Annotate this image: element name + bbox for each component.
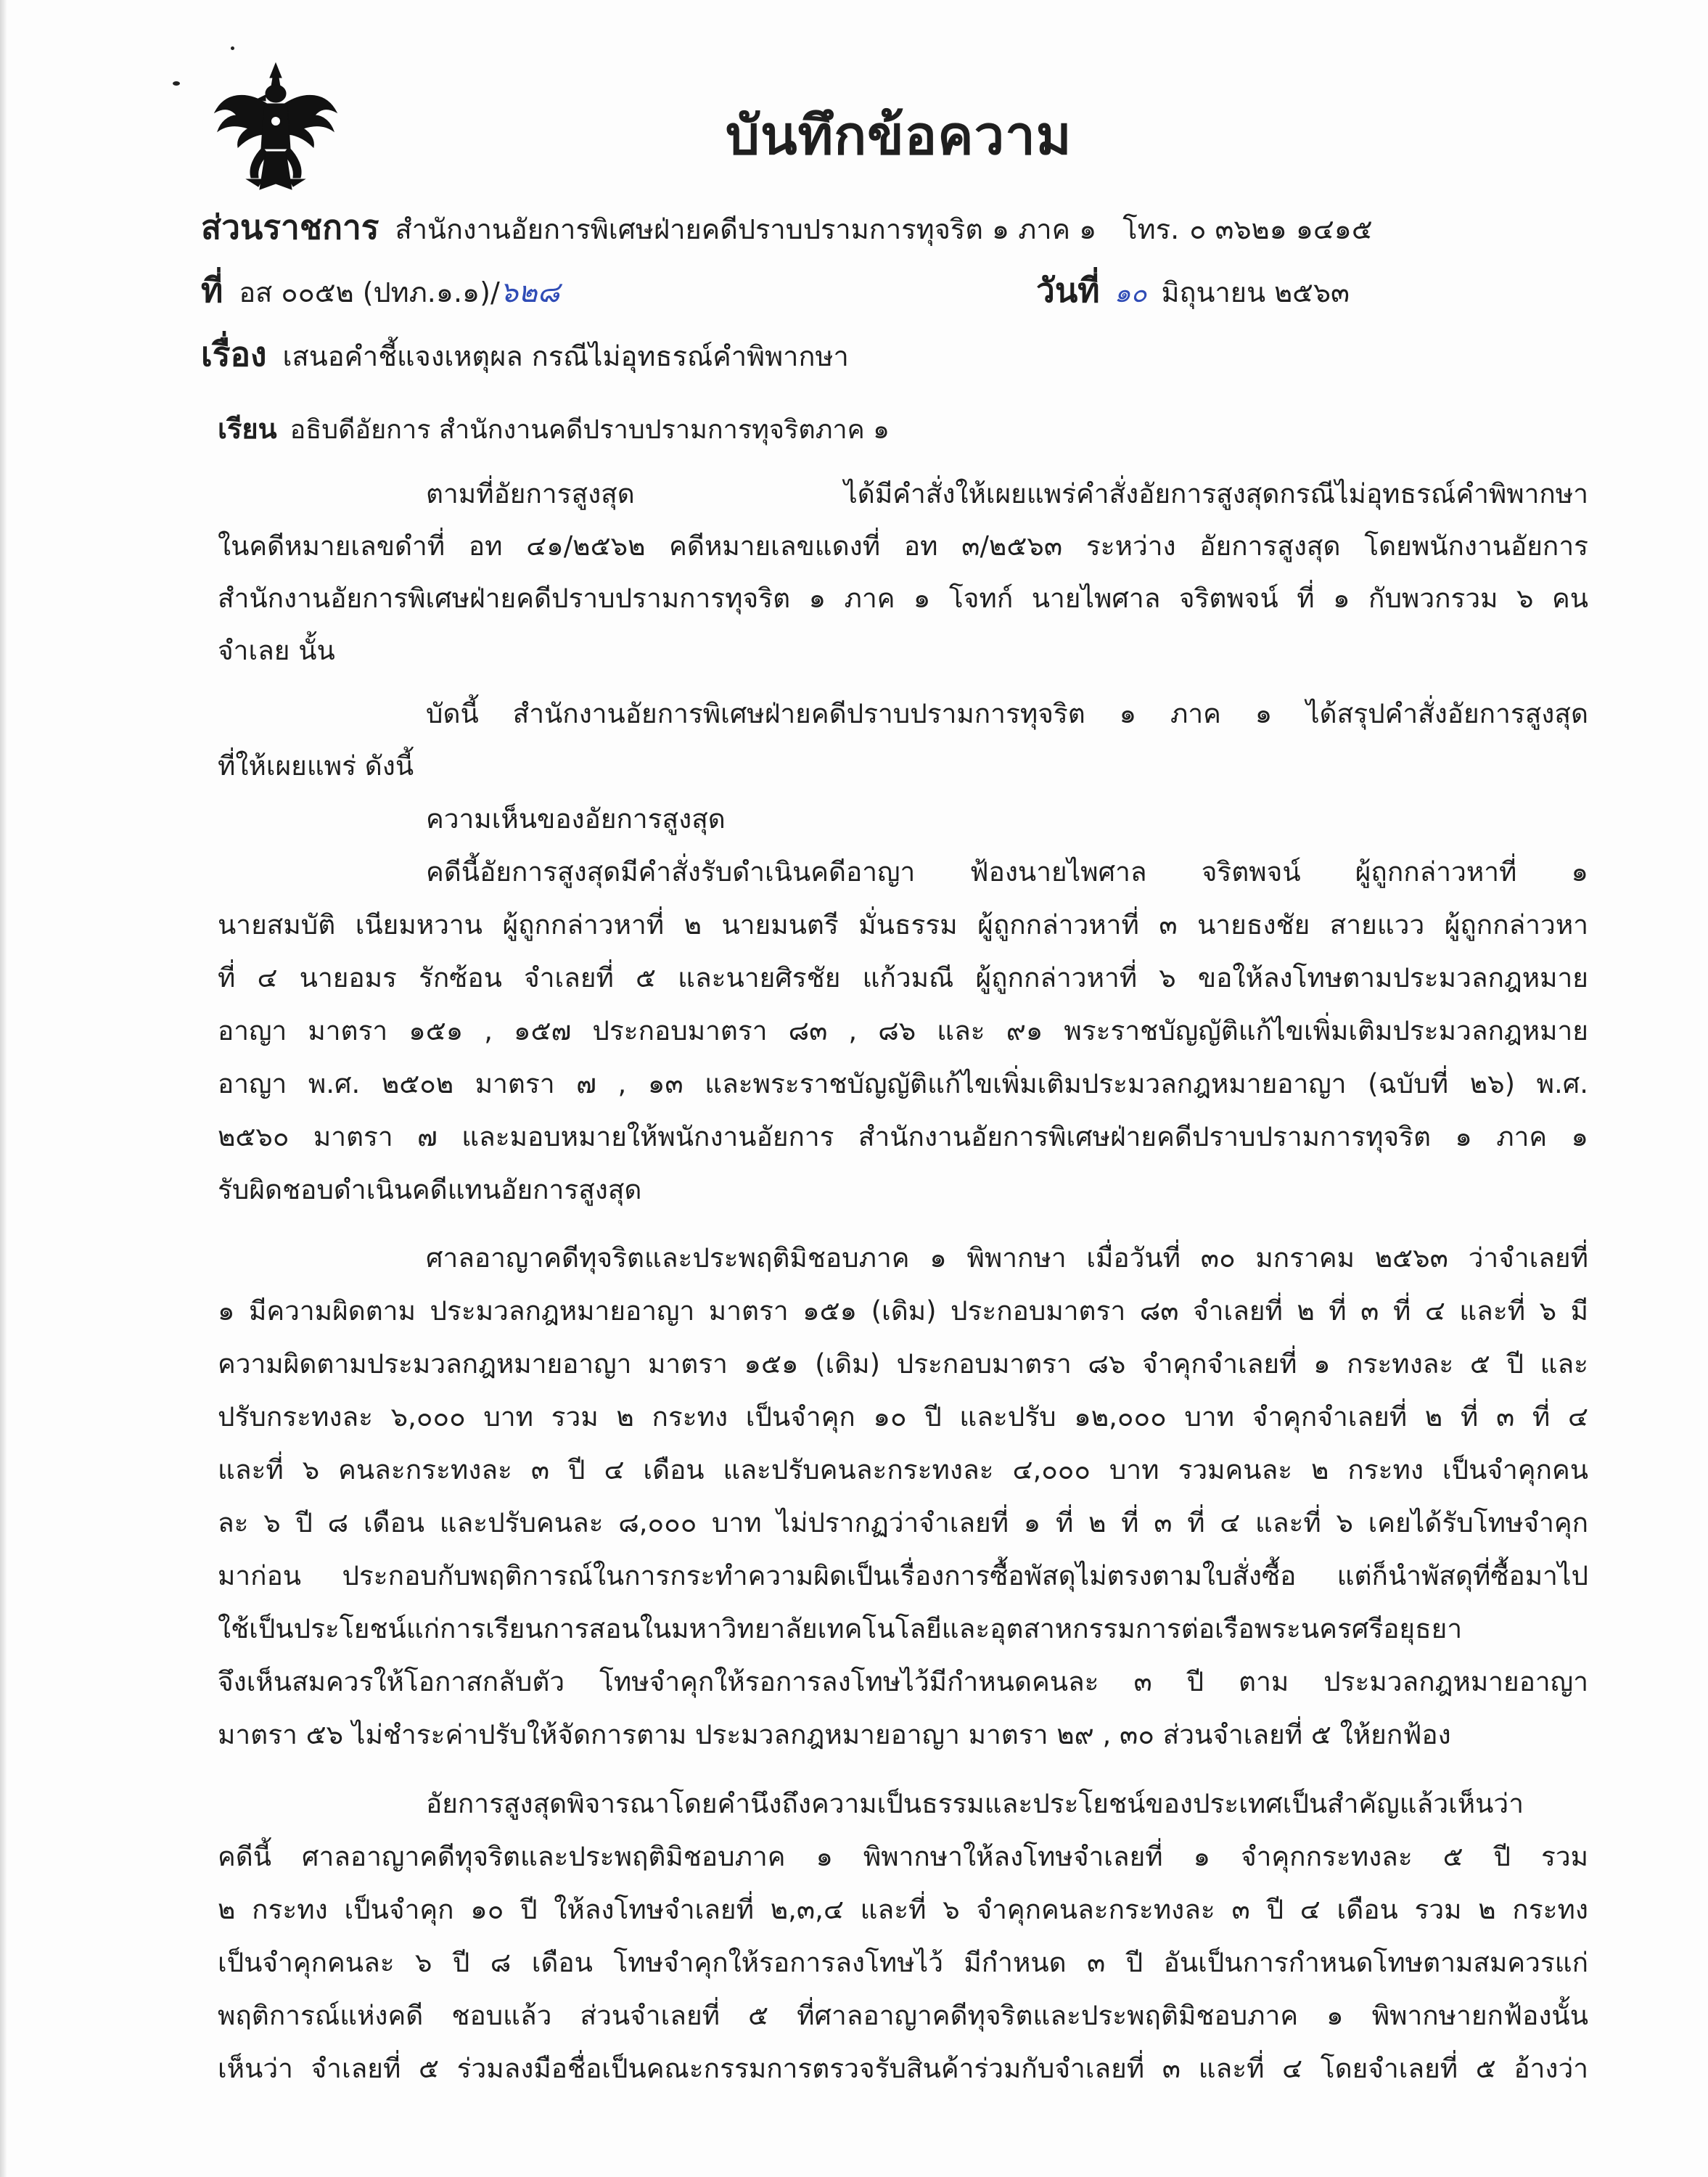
body-line: เป็นจำคุกคนละ ๖ ปี ๘ เดือน โทษจำคุกให้รอการลงโทษไว้ มีกำหนด ๓ ปี อันเป็นการกำหนดโทษตามสมควรแก่ (218, 1947, 1588, 1978)
body-line: จำเลย นั้น (218, 635, 335, 666)
body-line: ปรับกระทงละ ๖,๐๐๐ บาท รวม ๒ กระทง เป็นจำคุก ๑๐ ปี และปรับ ๑๒,๐๐๐ บาท จำคุกจำเลยที่ ๒ ที่ ๓ ที่ ๔ (218, 1401, 1588, 1432)
body-line: นายสมบัติ เนียมหวาน ผู้ถูกกล่าวหาที่ ๒ นายมนตรี มั่นธรรม ผู้ถูกกล่าวหาที่ ๓ นายธงชัย สายแวว ผู้ถูกกล่าวหา (218, 909, 1588, 940)
body-line: ใช้เป็นประโยชน์แก่การเรียนการสอนในมหาวิทยาลัยเทคโนโลยีและอุตสาหกรรมการต่อเรือพระนครศรีอยุธยา (218, 1613, 1463, 1644)
body-line: รับผิดชอบดำเนินคดีแทนอัยการสูงสุด (218, 1174, 642, 1205)
scan-speck (231, 46, 234, 50)
body-line: ๒๕๖๐ มาตรา ๗ และมอบหมายให้พนักงานอัยการ สำนักงานอัยการพิเศษฝ่ายคดีปราบปรามการทุจริต ๑ ภาค ๑ (218, 1121, 1588, 1152)
date-handwritten-day: ๑๐ (1114, 279, 1147, 308)
body-line: สำนักงานอัยการพิเศษฝ่ายคดีปราบปรามการทุจริต ๑ ภาค ๑ โจทก์ นายไพศาล จริตพจน์ ที่ ๑ กับพวกรวม ๖ คน (218, 583, 1588, 614)
reference-label: ที่ (201, 271, 223, 310)
scan-speck (173, 81, 180, 86)
body-line: ๑ มีความผิดตาม ประมวลกฎหมายอาญา มาตรา ๑๕๑ (เดิม) ประกอบมาตรา ๘๓ จำเลยที่ ๒ ที่ ๓ ที่ ๔ และที่ ๖ มี (218, 1295, 1588, 1327)
body-line: คดีนี้ ศาลอาญาคดีทุจริตและประพฤติมิชอบภาค ๑ พิพากษาให้ลงโทษจำเลยที่ ๑ จำคุกกระทงละ ๕ ปี รวม (218, 1841, 1588, 1872)
department-label: ส่วนราชการ (201, 208, 379, 247)
subject-label: เรื่อง (201, 335, 267, 374)
scan-edge (0, 0, 7, 2177)
body-line: และที่ ๖ คนละกระทงละ ๓ ปี ๔ เดือน และปรับคนละกระทงละ ๔,๐๐๐ บาท รวมคนละ ๒ กระทง เป็นจำคุกคน (218, 1454, 1588, 1485)
date-label: วันที่ (1036, 271, 1100, 310)
salutation-row (218, 415, 890, 443)
body-line: จึงเห็นสมควรให้โอกาสกลับตัว โทษจำคุกให้รอการลงโทษไว้มีกำหนดคนละ ๓ ปี ตาม ประมวลกฎหมายอาญา (218, 1666, 1588, 1697)
body-line: พฤติการณ์แห่งคดี ชอบแล้ว ส่วนจำเลยที่ ๕ ที่ศาลอาญาคดีทุจริตและประพฤติมิชอบภาค ๑ พิพากษายกฟ้องนั้น (218, 2000, 1588, 2031)
body-line: ที่ ๔ นายอมร รักซ้อน จำเลยที่ ๕ และนายศิรชัย แก้วมณี ผู้ถูกกล่าวหาที่ ๖ ขอให้ลงโทษตามประมวลกฎหมาย (218, 962, 1588, 993)
date-row (1036, 271, 1350, 310)
body-line: เห็นว่า จำเลยที่ ๕ ร่วมลงมือชื่อเป็นคณะกรรมการตรวจรับสินค้าร่วมกับจำเลยที่ ๓ และที่ ๔ โดยจำเลยที่ ๕ อ้างว่า (218, 2053, 1588, 2084)
salutation-value: อธิบดีอัยการ สำนักงานคดีปราบปรามการทุจริตภาค ๑ (290, 415, 890, 445)
reference-row (201, 271, 560, 310)
body-line: อัยการสูงสุดพิจารณาโดยคำนึงถึงความเป็นธรรมและประโยชน์ของประเทศเป็นสำคัญแล้วเห็นว่า (426, 1788, 1524, 1819)
department-value: สำนักงานอัยการพิเศษฝ่ายคดีปราบปรามการทุจริต ๑ ภาค ๑ (395, 213, 1097, 245)
body-line: ตามที่อัยการสูงสุด ได้มีคำสั่งให้เผยแพร่คำสั่งอัยการสูงสุดกรณีไม่อุทธรณ์คำพิพากษา (426, 478, 1588, 509)
subject-row (201, 335, 849, 374)
reference-handwritten-number: ๖๒๘ (499, 276, 560, 309)
body-line: มาก่อน ประกอบกับพฤติการณ์ในการกระทำความผิดเป็นเรื่องการซื้อพัสดุไม่ตรงตามใบสั่งซื้อ แต่ก็นำพัสดุที่ซื้อมาไป (218, 1560, 1588, 1591)
body-line: ๒ กระทง เป็นจำคุก ๑๐ ปี ให้ลงโทษจำเลยที่ ๒,๓,๔ และที่ ๖ จำคุกคนละกระทงละ ๓ ปี ๔ เดือน รวม ๒ กระทง (218, 1894, 1588, 1925)
body-line: อาญา มาตรา ๑๕๑ , ๑๕๗ ประกอบมาตรา ๘๓ , ๘๖ และ ๙๑ พระราชบัญญัติแก้ไขเพิ่มเติมประมวลกฎหมาย (218, 1015, 1588, 1046)
reference-value: อส ๐๐๕๒ (ปทภ.๑.๑)/ (239, 276, 500, 308)
body-line: คดีนี้อัยการสูงสุดมีคำสั่งรับดำเนินคดีอาญา ฟ้องนายไพศาล จริตพจน์ ผู้ถูกกล่าวหาที่ ๑ (426, 856, 1588, 887)
subject-value: เสนอคำชี้แจงเหตุผล กรณีไม่อุทธรณ์คำพิพากษา (282, 340, 849, 372)
garuda-emblem-icon (210, 62, 341, 200)
body-line: บัดนี้ สำนักงานอัยการพิเศษฝ่ายคดีปราบปรามการทุจริต ๑ ภาค ๑ ได้สรุปคำสั่งอัยการสูงสุด (426, 698, 1588, 729)
body-line: ในคดีหมายเลขดำที่ อท ๔๑/๒๕๖๒ คดีหมายเลขแดงที่ อท ๓/๒๕๖๓ ระหว่าง อัยการสูงสุด โดยพนักงานอัยการ (218, 530, 1588, 562)
section-heading: ความเห็นของอัยการสูงสุด (426, 803, 726, 835)
document-title: บันทึกข้อความ (726, 104, 1072, 167)
body-line: ศาลอาญาคดีทุจริตและประพฤติมิชอบภาค ๑ พิพากษา เมื่อวันที่ ๓๐ มกราคม ๒๕๖๓ ว่าจำเลยที่ (426, 1242, 1588, 1274)
salutation-label: เรียน (218, 413, 277, 445)
body-line: อาญา พ.ศ. ๒๕๐๒ มาตรา ๗ , ๑๓ และพระราชบัญญัติแก้ไขเพิ่มเติมประมวลกฎหมายอาญา (ฉบับที่ ๒๖) พ.ศ. (218, 1068, 1588, 1099)
date-value: มิถุนายน ๒๕๖๓ (1161, 276, 1350, 308)
body-line: ความผิดตามประมวลกฎหมายอาญา มาตรา ๑๕๑ (เดิม) ประกอบมาตรา ๘๖ จำคุกจำเลยที่ ๑ กระทงละ ๕ ปี และ (218, 1348, 1588, 1379)
phone-label: โทร. (1122, 213, 1180, 245)
body-line: ที่ให้เผยแพร่ ดังนี้ (218, 750, 414, 782)
department-row (201, 208, 1373, 247)
body-line: มาตรา ๕๖ ไม่ชำระค่าปรับให้จัดการตาม ประมวลกฎหมายอาญา มาตรา ๒๙ , ๓๐ ส่วนจำเลยที่ ๕ ให้ยกฟ้อง (218, 1719, 1451, 1750)
phone-value: ๐ ๓๖๒๑ ๑๔๑๕ (1189, 213, 1373, 245)
body-line: ละ ๖ ปี ๘ เดือน และปรับคนละ ๘,๐๐๐ บาท ไม่ปรากฏว่าจำเลยที่ ๑ ที่ ๒ ที่ ๓ ที่ ๔ และที่ ๖ เคยได้รับโทษจำคุก (218, 1507, 1588, 1538)
